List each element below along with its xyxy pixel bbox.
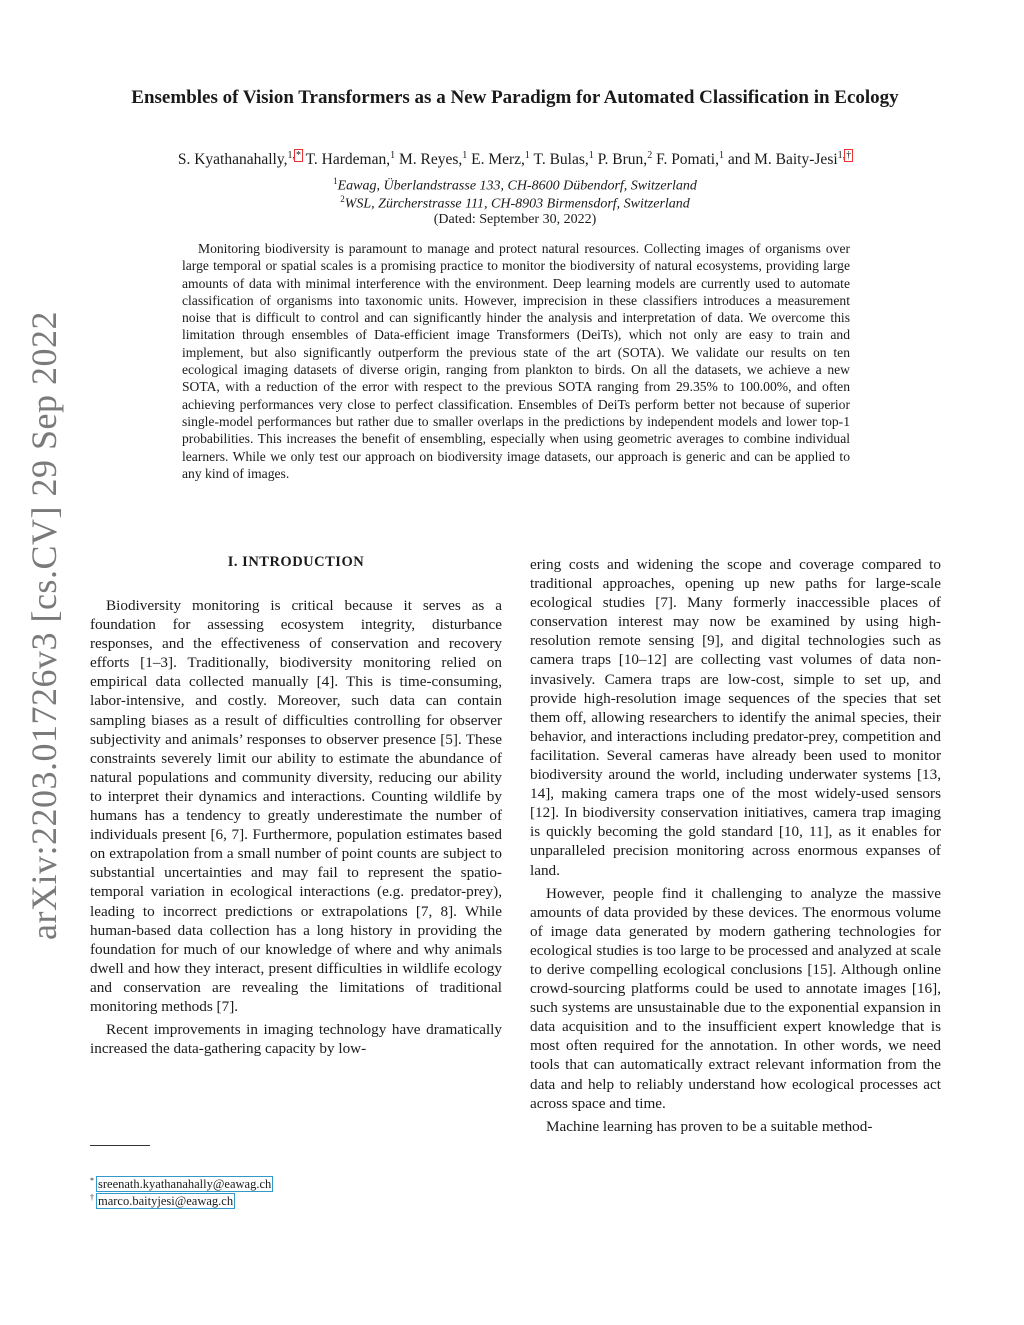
author-name: F. Pomati, bbox=[656, 151, 719, 169]
author-name: T. Bulas, bbox=[533, 151, 589, 169]
footnote-link[interactable]: † bbox=[846, 150, 852, 161]
author-name: M. Reyes, bbox=[398, 151, 463, 169]
author-name: E. Merz, bbox=[471, 151, 525, 169]
arxiv-identifier-stamp: arXiv:2203.01726v3 [cs.CV] 29 Sep 2022 bbox=[24, 311, 64, 940]
author-affil-sup: 1, bbox=[287, 150, 295, 161]
email-link[interactable]: sreenath.kyathanahally@eawag.ch bbox=[98, 1177, 272, 1192]
affiliation-2 bbox=[200, 194, 830, 213]
left-column bbox=[90, 596, 502, 1062]
author-affil-sup: 1 bbox=[588, 150, 594, 161]
footnote-link[interactable]: * bbox=[295, 150, 301, 161]
footnote-divider bbox=[90, 1145, 150, 1146]
paragraph: However, people find it challenging to analyze the massive amounts of data provided by these devices. The enormous volume of image data generated by modern gathering technologies for ecological studies is too large to be processed and analyzed at scale to derive compelling ecological conclusions [15]. Although online crowd-sourcing platforms could be used to annotate images [16], such systems are unsustainable due to the exponential expansion in data acquisition and to the insufficient expert knowledge that is most often required for the annotation. In other words, we need tools that can automatically extract relevant information from the data and help to reliably understand how ecological processes act across space and time. bbox=[530, 884, 941, 1112]
author-affil-sup: 1, bbox=[837, 150, 846, 161]
email-link[interactable]: marco.baityjesi@eawag.ch bbox=[98, 1194, 234, 1209]
affiliation-text: WSL, Zürcherstrasse 111, CH-8903 Birmensdorf, Switzerland bbox=[344, 196, 690, 212]
author-list bbox=[60, 150, 970, 169]
paragraph: ering costs and widening the scope and coverage compared to traditional approaches, opening up new paths for large-scale ecological studies [7]. Many formerly inaccessible places of conservation interest may now be examined by using high-resolution remote sensing [9], and digital technologies such as camera traps [10–12] are collecting vast volumes of data non-invasively. Camera traps are low-cost, simple to set up, and provide high-resolution image sequences of the species that set them off, allowing researchers to identify the animal species, their behavior, and interactions including predator-prey, competition and facilitation. Several cameras have already been used to monitor biodiversity around the world, including underwater systems [13, 14], making camera traps one of the most widely-used sensors [12]. In biodiversity conservation initiatives, camera trap imaging is quickly becoming the gold standard [10, 11], as it enables for unparalleled precision monitoring across enormous expanses of land. bbox=[530, 556, 941, 879]
paragraph: Biodiversity monitoring is critical because it serves as a foundation for assessing ecosystem integrity, disturbance responses, and the effectiveness of conservation and recovery efforts [1–3]. Traditionally, biodiversity monitoring relied on empirical data collected manually [4]. This is time-consuming, labor-intensive, and costly. Moreover, such data can contain sampling biases as a result of difficulties controlling for observer subjectivity and animals’ responses to observer presence [5]. These constraints severely limit our ability to estimate the abundance of natural populations and community diversity, reducing our ability to interpret their dynamics and interactions. Counting wildlife by humans has a tendency to greatly underestimate the number of individuals present [6, 7]. Furthermore, population estimates based on extrapolation from a small number of point counts are subject to substantial uncertainties and may fail to represent the spatio-temporal variation in ecological interactions (e.g. predator-prey), leading to incorrect predictions or extrapolations [7, 8]. While human-based data collection has a long history in providing the foundation for much of our knowledge of where and why animals dwell and how they interact, present difficulties in wildlife ecology and conservation are revealing the limitations of traditional monitoring methods [7]. bbox=[90, 597, 502, 1015]
paragraph: Machine learning has proven to be a suitable method- bbox=[546, 1117, 873, 1135]
author-affil-sup: 1 bbox=[462, 150, 468, 161]
affiliation-number: 1 bbox=[333, 176, 338, 186]
author-name: and M. Baity-Jesi bbox=[727, 151, 838, 169]
footnote-2 bbox=[90, 1193, 234, 1209]
author-name: S. Kyathanahally, bbox=[177, 151, 288, 169]
author-affil-sup: 1 bbox=[524, 150, 530, 161]
author-affil-sup: 2 bbox=[647, 150, 653, 161]
author-affil-sup: 1 bbox=[390, 150, 396, 161]
footnote-mark: † bbox=[90, 1193, 94, 1202]
author-affil-sup: 1 bbox=[719, 150, 724, 161]
paragraph: Recent improvements in imaging technology have dramatically increased the data-gathering capacity by low- bbox=[90, 1021, 502, 1058]
abstract: Monitoring biodiversity is paramount to manage and protect natural resources. Collecting images of organisms over large temporal or spatial scales is a promising practice to monitor the biodiversity of natural ecosystems, providing large amounts of data with minimal interference with the environment. Deep learning models are currently used to automate classification of organisms into taxonomic units. However, imprecision in these classifiers introduces a measurement noise that is difficult to control and can significantly hinder the analysis and interpretation of data. We overcome this limitation through ensembles of Data-efficient image Transformers (DeiTs), which not only are easy to train and implement, but also significantly outperform the previous state of the art (SOTA). We validate our results on ten ecological imaging datasets of diverse origin, ranging from plankton to birds. On all the datasets, we achieve a new SOTA, with a reduction of the error with respect to the previous SOTA ranging from 29.35% to 100.00%, and often achieving performances very close to perfect classification. Ensembles of DeiTs perform better not because of superior single-model performances but rather due to smaller overlaps in the predictions by independent models and lower top-1 probabilities. This increases the benefit of ensembling, especially when using geometric averages to combine individual learners. While we only test our approach on biodiversity image datasets, our approach is generic and can be applied to any kind of images. bbox=[182, 241, 850, 481]
footnote-1 bbox=[90, 1176, 272, 1192]
affiliation-number: 2 bbox=[340, 194, 345, 204]
date-line: (Dated: September 30, 2022) bbox=[433, 212, 597, 227]
paper-title: Ensembles of Vision Transformers as a New Paradigm for Automated Classification in Ecology bbox=[131, 87, 899, 108]
affiliation-1 bbox=[200, 176, 830, 195]
author-name: P. Brun, bbox=[597, 151, 648, 169]
section-heading-introduction: I. INTRODUCTION bbox=[227, 554, 365, 570]
footnote-mark: * bbox=[90, 1176, 94, 1185]
right-column bbox=[530, 555, 941, 1140]
author-name: T. Hardeman, bbox=[305, 151, 391, 169]
affiliation-text: Eawag, Überlandstrasse 133, CH-8600 Dübendorf, Switzerland bbox=[337, 178, 697, 194]
